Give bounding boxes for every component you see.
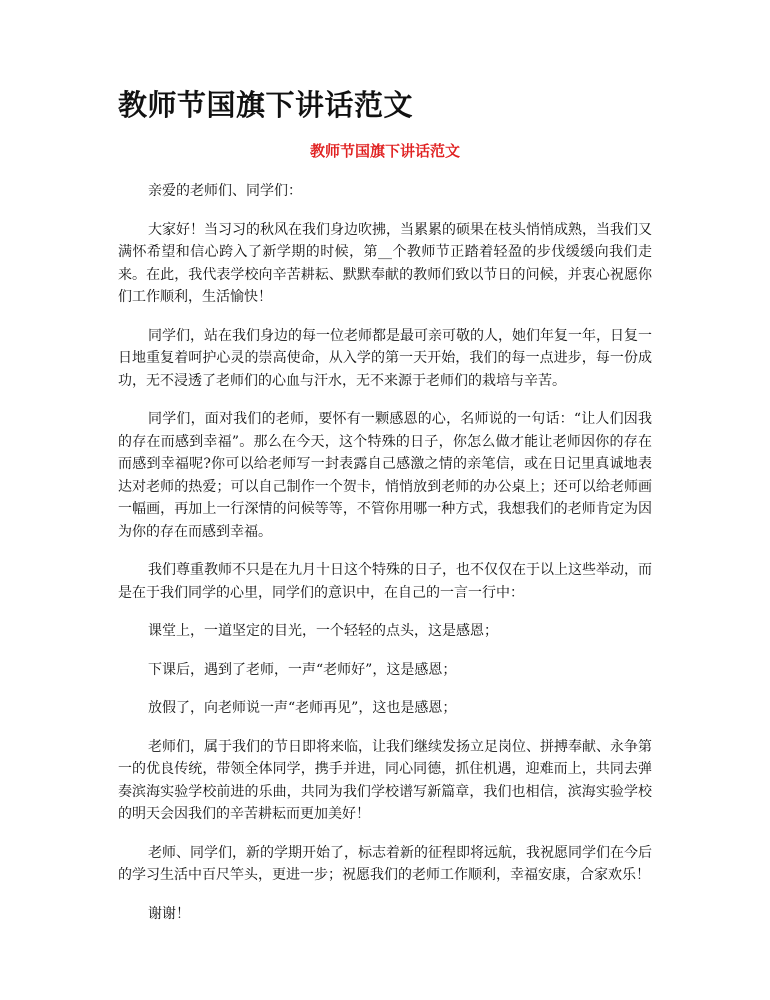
paragraph: 放假了，向老师说一声“老师再见”，这也是感恩；	[148, 700, 457, 716]
paragraph: 大家好！当习习的秋风在我们身边吹拂，当累累的硕果在枝头悄悄成熟，当我们又满怀希望和信心跨入了新学期的时候，第__个教师节正踏着轻盈的步伐缓缓向我们走来。在此，我代表学校向辛苦耕耘、默默奉献的教师们致以节日的问候，并衷心祝愿你们工作顺利，生活愉快！	[118, 221, 652, 305]
paragraph-closing: 谢谢！	[148, 905, 190, 922]
paragraph: 下课后，遇到了老师，一声“老师好”，这是感恩；	[148, 661, 457, 678]
paragraph: 课堂上，一道坚定的目光，一个轻轻的点头，这是感恩；	[148, 623, 498, 639]
paragraph: 同学们，面对我们的老师，要怀有一颗感恩的心，名师说的一句话：“让人们因我的存在而感到幸福”。那么在今天，这个特殊的日子，你怎么做才能让老师因你的存在而感到幸福呢?你可以给老师写一封表露自己感激之情的亲笔信，或在日记里真诚地表达对老师的热爱；可以自己制作一个贺卡，悄悄放到老师的办公桌上；还可以给老师画一幅画，再加上一行深情的问候等等，不管你用哪一种方式，我想我们的老师肯定为因为你的存在而感到幸福。	[118, 411, 652, 540]
paragraph: 同学们，站在我们身边的每一位老师都是最可亲可敬的人，她们年复一年，日复一日地重复着呵护心灵的崇高使命，从入学的第一天开始，我们的每一点进步，每一份成功，无不浸透了老师们的心血与汗水，无不来源于老师们的栽培与辛苦。	[118, 327, 652, 389]
document-subtitle: 教师节国旗下讲话范文	[309, 142, 460, 160]
paragraph: 我们尊重教师不只是在九月十日这个特殊的日子，也不仅仅在于以上这些举动，而是在于我们同学的心里，同学们的意识中，在自己的一言一行中：	[118, 562, 652, 601]
paragraph: 老师们，属于我们的节日即将来临，让我们继续发扬立足岗位、拼搏奉献、永争第一的优良传统，带领全体同学，携手并进，同心同德，抓住机遇，迎难而上，共同去弹奏滨海实验学校前进的乐曲，共同为我们学校谱写新篇章，我们也相信，滨海实验学校的明天会因我们的辛苦耕耘而更加美好！	[118, 738, 652, 822]
paragraph: 老师、同学们，新的学期开始了，标志着新的征程即将远航，我祝愿同学们在今后的学习生活中百尺竿头，更进一步；祝愿我们的老师工作顺利，幸福安康，合家欢乐！	[118, 844, 652, 883]
paragraph-greeting: 亲爱的老师们、同学们：	[148, 183, 302, 199]
page-title: 教师节国旗下讲话范文	[118, 88, 414, 122]
document-page	[118, 86, 652, 941]
